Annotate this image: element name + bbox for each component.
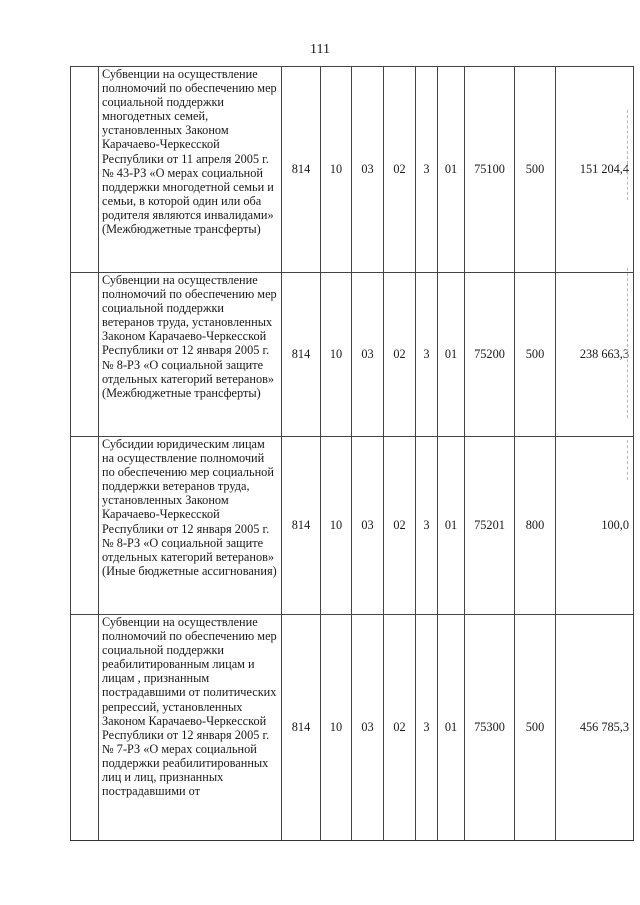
event-code-cell: 01 <box>438 273 465 437</box>
event-code-cell: 01 <box>438 615 465 841</box>
subprogram-code-cell: 3 <box>416 67 438 273</box>
direction-code-cell: 75100 <box>465 67 515 273</box>
event-code-cell: 01 <box>438 437 465 615</box>
section-code-cell: 10 <box>321 615 352 841</box>
section-code-cell: 10 <box>321 437 352 615</box>
description-cell: Субсидии юридическим лицам на осуществление полномочий по обеспечению мер социальной поддержки ветеранов труда, установленных Законом Карачаево-Черкесской Республики от 12 января 2005 г. № 8-РЗ «О социальной защите отдельных категорий ветеранов» (Иные бюджетные ассигнования) <box>99 437 282 615</box>
scan-edge-mark <box>627 110 629 200</box>
table-row <box>71 615 634 841</box>
amount-cell: 456 785,3 <box>556 615 634 841</box>
program-code-cell: 02 <box>384 615 416 841</box>
direction-code-cell: 75300 <box>465 615 515 841</box>
description-cell: Субвенции на осуществление полномочий по обеспечению мер социальной поддержки реабилитированным лицам и лицам , признанным пострадавшими от политических репрессий, установленных Законом Карачаево-Черкесской Республики от 12 января 2005 г. № 7-РЗ «О мерах социальной поддержки реабилитированных лиц и лиц, признанных пострадавшими от <box>99 615 282 841</box>
expense-type-cell: 500 <box>515 615 556 841</box>
expense-type-cell: 800 <box>515 437 556 615</box>
subprogram-code-cell: 3 <box>416 273 438 437</box>
ministry-code-cell: 814 <box>282 615 321 841</box>
table-row <box>71 273 634 437</box>
row-number-cell <box>71 67 99 273</box>
description-cell: Субвенции на осуществление полномочий по обеспечению мер социальной поддержки многодетных семей, установленных Законом Карачаево-Черкесской Республики от 11 апреля 2005 г. № 43-РЗ «О мерах социальной поддержки многодетной семьи и семьи, в которой один или оба родителя являются инвалидами» (Межбюджетные трансферты) <box>99 67 282 273</box>
program-code-cell: 02 <box>384 437 416 615</box>
table-row <box>71 67 634 273</box>
subprogram-code-cell: 3 <box>416 437 438 615</box>
subprogram-code-cell: 3 <box>416 615 438 841</box>
amount-cell: 238 663,3 <box>556 273 634 437</box>
subsection-code-cell: 03 <box>352 67 384 273</box>
section-code-cell: 10 <box>321 67 352 273</box>
expense-type-cell: 500 <box>515 67 556 273</box>
page-number: 111 <box>310 42 330 57</box>
budget-table <box>70 66 634 841</box>
row-number-cell <box>71 615 99 841</box>
direction-code-cell: 75200 <box>465 273 515 437</box>
event-code-cell: 01 <box>438 67 465 273</box>
scan-edge-mark <box>627 268 629 418</box>
direction-code-cell: 75201 <box>465 437 515 615</box>
row-number-cell <box>71 437 99 615</box>
subsection-code-cell: 03 <box>352 273 384 437</box>
ministry-code-cell: 814 <box>282 437 321 615</box>
amount-cell: 100,0 <box>556 437 634 615</box>
description-cell: Субвенции на осуществление полномочий по обеспечению мер социальной поддержки ветеранов труда, установленных Законом Карачаево-Черкесской Республики от 12 января 2005 г. № 8-РЗ «О социальной защите отдельных категорий ветеранов» (Межбюджетные трансферты) <box>99 273 282 437</box>
table-row <box>71 437 634 615</box>
row-number-cell <box>71 273 99 437</box>
ministry-code-cell: 814 <box>282 67 321 273</box>
ministry-code-cell: 814 <box>282 273 321 437</box>
amount-cell: 151 204,4 <box>556 67 634 273</box>
subsection-code-cell: 03 <box>352 437 384 615</box>
section-code-cell: 10 <box>321 273 352 437</box>
subsection-code-cell: 03 <box>352 615 384 841</box>
program-code-cell: 02 <box>384 273 416 437</box>
expense-type-cell: 500 <box>515 273 556 437</box>
program-code-cell: 02 <box>384 67 416 273</box>
scan-edge-mark <box>627 440 629 480</box>
